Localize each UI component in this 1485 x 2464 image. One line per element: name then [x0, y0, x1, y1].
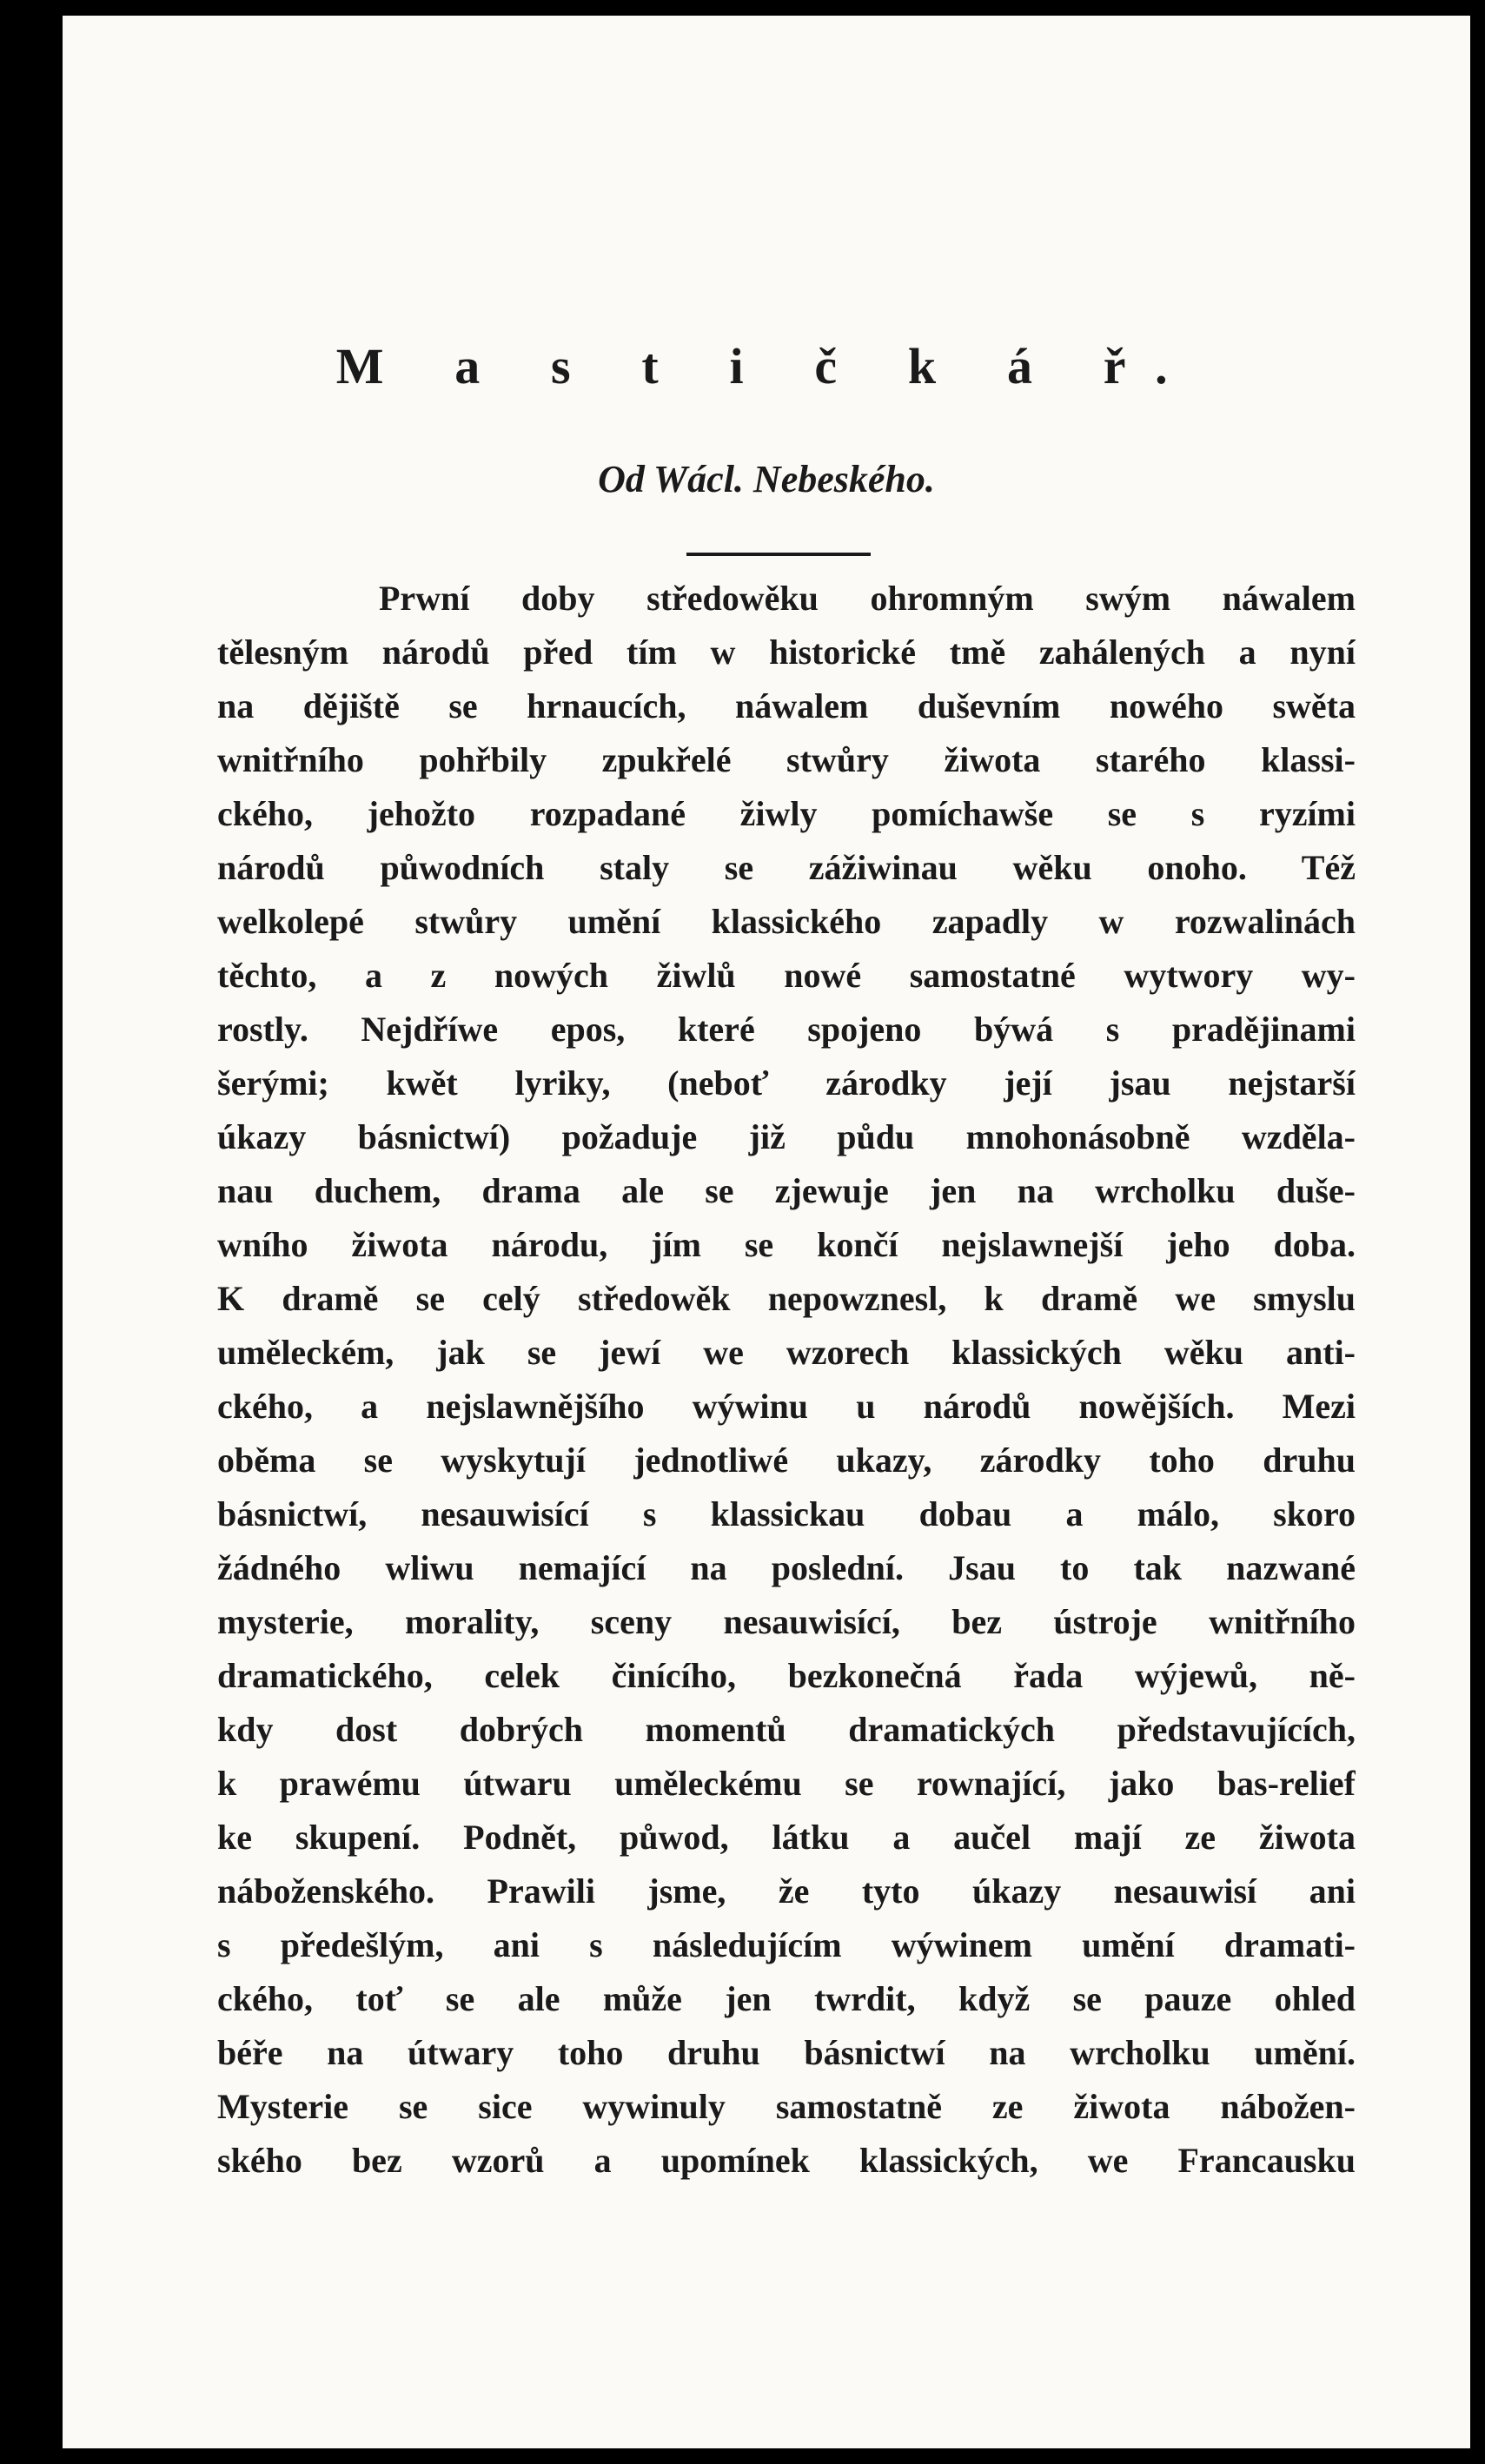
title-divider — [686, 553, 871, 556]
text-line: K dramě se celý středowěk nepowznesl, k dramě we smyslu — [217, 1279, 1356, 1318]
body-paragraph — [217, 572, 1356, 2188]
text-line: Mysterie se sice wywinuly samostatně ze žiwota nábožen- — [217, 2087, 1356, 2126]
text-line: uměleckém, jak se jewí we wzorech klassických wěku anti- — [217, 1333, 1356, 1372]
text-line: dramatického, celek činícího, bezkonečná řada wýjewů, ně- — [217, 1656, 1356, 1695]
text-line: na dějiště se hrnaucích, náwalem duševním nowého swěta — [217, 686, 1356, 725]
book-page — [63, 16, 1470, 2448]
page-title: M a s t i č k á ř. — [335, 338, 1197, 394]
text-line: ckého, jehožto rozpadané žiwly pomíchawše se s ryzími — [217, 794, 1356, 833]
text-line: tělesným národů před tím w historické tmě zahálených a nyní — [217, 633, 1356, 672]
text-line: úkazy básnictwí) požaduje již půdu mnohonásobně wzděla- — [217, 1117, 1356, 1156]
text-line: národů půwodních staly se zážiwinau wěku onoho. Též — [217, 848, 1356, 887]
text-line: rostly. Nejdříwe epos, které spojeno býwá s pradějinami — [217, 1010, 1356, 1049]
text-line: oběma se wyskytují jednotliwé ukazy, zárodky toho druhu — [217, 1441, 1356, 1480]
text-line: básnictwí, nesauwisící s klassickau dobau a málo, skoro — [217, 1494, 1356, 1533]
text-line: béře na útwary toho druhu básnictwí na wrcholku umění. — [217, 2033, 1356, 2072]
text-line: kdy dost dobrých momentů dramatických představujících, — [217, 1710, 1356, 1749]
text-line: ského bez wzorů a upomínek klassických, we Francausku — [217, 2141, 1356, 2180]
text-line: mysterie, morality, sceny nesauwisící, bez ústroje wnitřního — [217, 1602, 1356, 1641]
text-line: welkolepé stwůry umění klassického zapadly w rozwalinách — [217, 902, 1356, 941]
text-line: žádného wliwu nemající na poslední. Jsau to tak nazwané — [217, 1548, 1356, 1587]
text-line: Prwní doby středowěku ohromným swým náwalem — [379, 579, 1356, 618]
text-line: wního žiwota národu, jím se končí nejslawnejší jeho doba. — [217, 1225, 1356, 1264]
text-line: šerými; kwět lyriky, (neboť zárodky její jsau nejstarší — [217, 1063, 1356, 1103]
text-line: k prawému útwaru uměleckému se rownající, jako bas-relief — [217, 1764, 1356, 1803]
text-line: náboženského. Prawili jsme, že tyto úkazy nesauwisí ani — [217, 1871, 1356, 1911]
author-byline: Od Wácl. Nebeského. — [598, 458, 935, 500]
text-line: ckého, toť se ale může jen twrdit, když se pauze ohled — [217, 1979, 1356, 2018]
text-line: s předešlým, ani s následujícím wýwinem umění dramati- — [217, 1925, 1356, 1964]
text-line: těchto, a z nowých žiwlů nowé samostatné wytwory wy- — [217, 956, 1356, 995]
text-line: ke skupení. Podnět, půwod, látku a aučel mají ze žiwota — [217, 1818, 1356, 1857]
text-line: nau duchem, drama ale se zjewuje jen na wrcholku duše- — [217, 1171, 1356, 1210]
text-line: ckého, a nejslawnějšího wýwinu u národů nowějších. Mezi — [217, 1387, 1356, 1426]
text-line: wnitřního pohřbily zpukřelé stwůry žiwota starého klassi- — [217, 740, 1356, 779]
